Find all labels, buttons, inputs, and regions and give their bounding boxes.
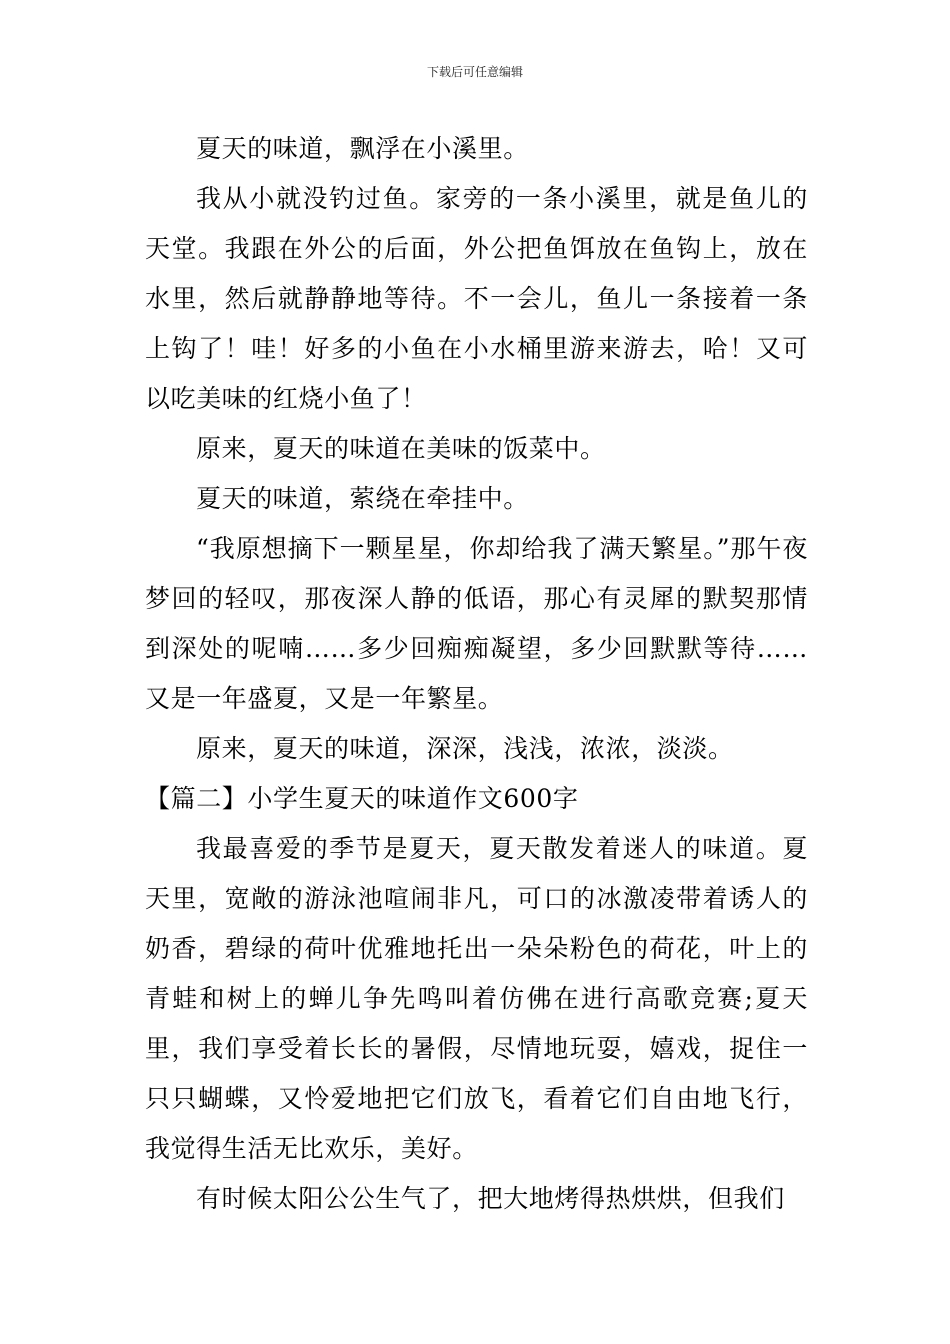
section-heading: 【篇二】小学生夏天的味道作文600字 xyxy=(145,784,579,813)
paragraph: 夏天的味道，萦绕在牵挂中。 xyxy=(196,484,529,513)
paragraph: 原来，夏天的味道，深深，浅浅，浓浓，淡淡。 xyxy=(196,734,734,763)
paragraph: 我最喜爱的季节是夏天，夏天散发着迷人的味道。夏天里，宽敞的游泳池喧闹非凡，可口的冰激凌带着诱人的奶香，碧绿的荷叶优雅地托出一朵朵粉色的荷花，叶上的青蛙和树上的蝉儿争先鸣叫着仿佛在进行高歌竞赛;夏天里，我们享受着长长的暑假，尽情地玩耍，嬉戏，捉住一只只蝴蝶，又怜爱地把它们放飞，看着它们自由地飞行，我觉得生活无比欢乐，美好。 xyxy=(145,834,808,1163)
paragraph: “我原想摘下一颗星星，你却给我了满天繁星。”那午夜梦回的轻叹，那夜深人静的低语，那心有灵犀的默契那情到深处的呢喃……多少回痴痴凝望，多少回默默等待……又是一年盛夏，又是一年繁星。 xyxy=(145,534,808,713)
paragraph: 有时候太阳公公生气了，把大地烤得热烘烘，但我们 xyxy=(196,1184,785,1213)
paragraph: 原来，夏天的味道在美味的饭菜中。 xyxy=(196,434,606,463)
page-header: 下载后可任意编辑 xyxy=(426,65,523,79)
document-body xyxy=(145,124,808,1224)
paragraph: 夏天的味道，飘浮在小溪里。 xyxy=(196,134,529,163)
paragraph: 我从小就没钓过鱼。家旁的一条小溪里，就是鱼儿的天堂。我跟在外公的后面，外公把鱼饵放在鱼钩上，放在水里，然后就静静地等待。不一会儿，鱼儿一条接着一条上钩了！哇！好多的小鱼在小水桶里游来游去，哈！又可以吃美味的红烧小鱼了！ xyxy=(145,184,808,413)
